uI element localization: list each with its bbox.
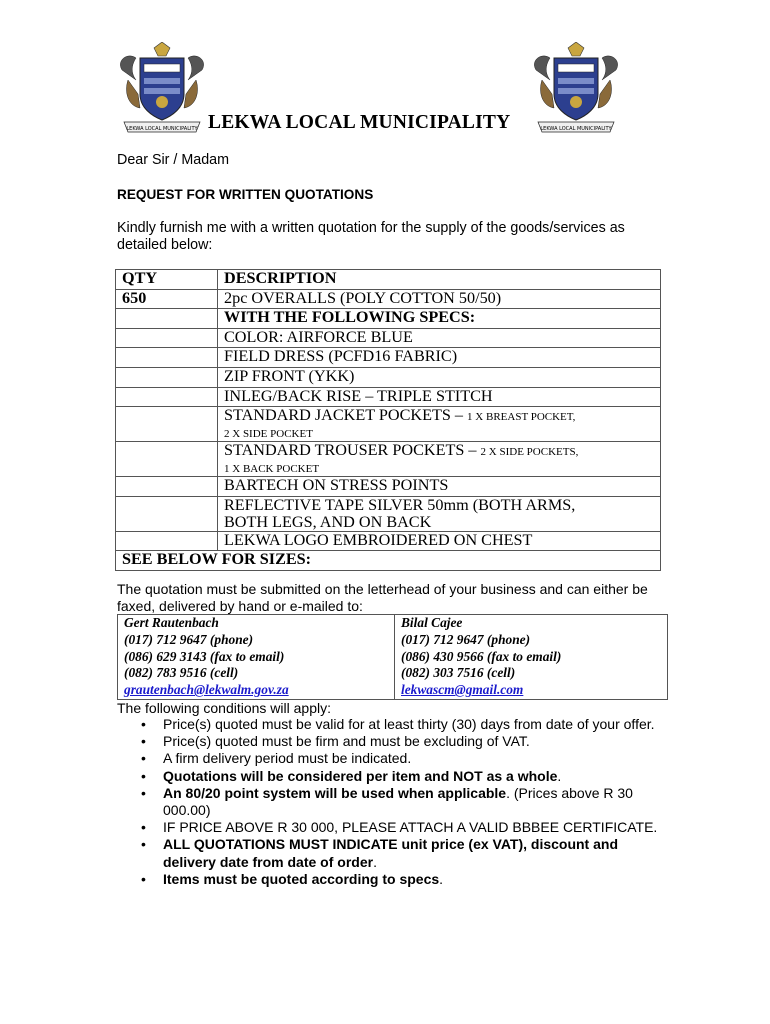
contact-name: Bilal Cajee <box>401 615 463 630</box>
list-item <box>117 733 662 750</box>
list-item <box>117 836 662 870</box>
table-row <box>116 289 661 309</box>
crest-motto-text: LEKWA LOCAL MUNICIPALITY <box>126 126 198 132</box>
qty-empty <box>116 367 218 387</box>
list-item <box>117 871 662 888</box>
qty-empty <box>116 387 218 407</box>
contact-fax: (086) 430 9566 (fax to email) <box>401 648 562 664</box>
description-line: BOTH LEGS, AND ON BACK <box>224 512 432 531</box>
table-row <box>116 531 661 551</box>
crest-icon <box>114 42 210 134</box>
description-main: STANDARD JACKET POCKETS – <box>224 406 463 425</box>
bullet-icon: • <box>141 767 146 784</box>
municipality-crest-logo <box>114 42 210 134</box>
table-row <box>116 477 661 497</box>
list-item <box>117 785 662 819</box>
bullet-icon: • <box>141 836 146 853</box>
table-row <box>116 328 661 348</box>
bullet-icon: • <box>141 716 146 732</box>
bullet-icon: • <box>141 870 146 887</box>
contacts-row <box>118 615 668 700</box>
contact-cell: (082) 303 7516 (cell) <box>401 665 516 681</box>
contact-phone: (017) 712 9647 (phone) <box>401 631 531 647</box>
condition-text: Price(s) quoted must be firm and must be excluding of VAT. <box>163 733 530 750</box>
description-cell: ZIP FRONT (YKK) <box>218 367 661 387</box>
crest-icon <box>528 42 624 134</box>
table-row <box>116 442 661 477</box>
condition-text: IF PRICE ABOVE R 30 000, PLEASE ATTACH A VALID BBBEE CERTIFICATE. <box>163 819 658 836</box>
list-item <box>117 819 662 836</box>
qty-value: 650 <box>116 289 218 309</box>
bullet-icon: • <box>141 733 146 750</box>
qty-empty <box>116 477 218 497</box>
table-row <box>116 367 661 387</box>
description-detail: 2 X SIDE POCKET <box>224 428 313 441</box>
condition-text-bold: ALL QUOTATIONS MUST INDICATE unit price (ex VAT), discount and delivery date from date of order <box>163 836 618 870</box>
contact-card <box>395 615 668 700</box>
description-main: STANDARD TROUSER POCKETS – <box>224 441 477 460</box>
contact-fax: (086) 629 3143 (fax to email) <box>124 648 285 664</box>
contact-name: Gert Rautenbach <box>124 615 219 630</box>
condition-text-bold: Quotations will be considered per item and NOT as a whole <box>163 767 558 784</box>
description-cell <box>218 496 661 531</box>
contact-cell: (082) 783 9516 (cell) <box>124 665 239 681</box>
description-cell: FIELD DRESS (PCFD16 FABRIC) <box>218 348 661 368</box>
condition-text-bold: Items must be quoted according to specs <box>163 870 440 887</box>
condition-text: Price(s) quoted must be valid for at least thirty (30) days from date of your offer. <box>163 716 655 732</box>
description-header: DESCRIPTION <box>218 270 661 290</box>
contact-email-link[interactable]: lekwascm@gmail.com <box>401 682 524 698</box>
description-cell <box>218 442 661 477</box>
condition-text: . <box>373 853 377 870</box>
qty-empty <box>116 407 218 442</box>
description-detail: 2 X SIDE POCKETS, <box>480 446 579 459</box>
qty-empty <box>116 442 218 477</box>
table-row <box>116 348 661 368</box>
list-item <box>117 716 662 733</box>
list-item <box>117 750 662 767</box>
qty-header: QTY <box>116 270 218 290</box>
condition-text: . <box>557 767 562 784</box>
contact-phone: (017) 712 9647 (phone) <box>124 631 254 647</box>
page-title: LEKWA LOCAL MUNICIPALITY <box>208 112 511 133</box>
description-detail: 1 X BACK POCKET <box>224 463 320 476</box>
bullet-icon: • <box>141 819 146 836</box>
contacts-table <box>117 614 668 700</box>
bullet-icon: • <box>141 784 146 801</box>
table-row <box>116 496 661 531</box>
condition-text-bold: An 80/20 point system will be used when applicable <box>163 784 507 801</box>
contact-card <box>118 615 395 700</box>
description-cell: 2pc OVERALLS (POLY COTTON 50/50) <box>218 289 661 309</box>
items-table <box>115 269 661 571</box>
qty-empty <box>116 328 218 348</box>
description-cell: WITH THE FOLLOWING SPECS: <box>218 309 661 329</box>
description-cell: COLOR: AIRFORCE BLUE <box>218 328 661 348</box>
table-row <box>116 309 661 329</box>
description-cell <box>218 407 661 442</box>
condition-text: . <box>439 870 444 887</box>
condition-text: . (Prices above R 30 000.00) <box>163 784 633 819</box>
table-row <box>116 407 661 442</box>
document-heading: REQUEST FOR WRITTEN QUOTATIONS <box>117 187 374 202</box>
description-line: REFLECTIVE TAPE SILVER 50mm (BOTH ARMS, <box>224 495 576 514</box>
table-header-row <box>116 270 661 290</box>
list-item <box>117 768 662 785</box>
description-cell: INLEG/BACK RISE – TRIPLE STITCH <box>218 387 661 407</box>
qty-empty <box>116 348 218 368</box>
salutation: Dear Sir / Madam <box>117 152 230 168</box>
description-cell: BARTECH ON STRESS POINTS <box>218 477 661 497</box>
crest-motto-text: LEKWA LOCAL MUNICIPALITY <box>540 126 612 132</box>
condition-text: A firm delivery period must be indicated. <box>163 750 412 767</box>
description-detail: 1 X BREAST POCKET, <box>467 411 576 424</box>
submission-note: The quotation must be submitted on the letterhead of your business and can either be faxed, delivered by hand or e-mailed to: <box>117 581 648 614</box>
conditions-heading: The following conditions will apply: <box>117 700 331 716</box>
contact-email-link[interactable]: grautenbach@lekwalm.gov.za <box>124 682 289 698</box>
sizes-note: SEE BELOW FOR SIZES: <box>116 551 661 571</box>
qty-empty <box>116 531 218 551</box>
conditions-list <box>117 716 662 888</box>
description-cell: LEKWA LOGO EMBROIDERED ON CHEST <box>218 531 661 551</box>
intro-paragraph: Kindly furnish me with a written quotation for the supply of the goods/services as detailed below: <box>117 220 625 253</box>
municipality-crest-logo-right <box>528 42 624 134</box>
qty-empty <box>116 309 218 329</box>
table-row <box>116 387 661 407</box>
table-footer-row <box>116 551 661 571</box>
qty-empty <box>116 496 218 531</box>
bullet-icon: • <box>141 750 146 767</box>
